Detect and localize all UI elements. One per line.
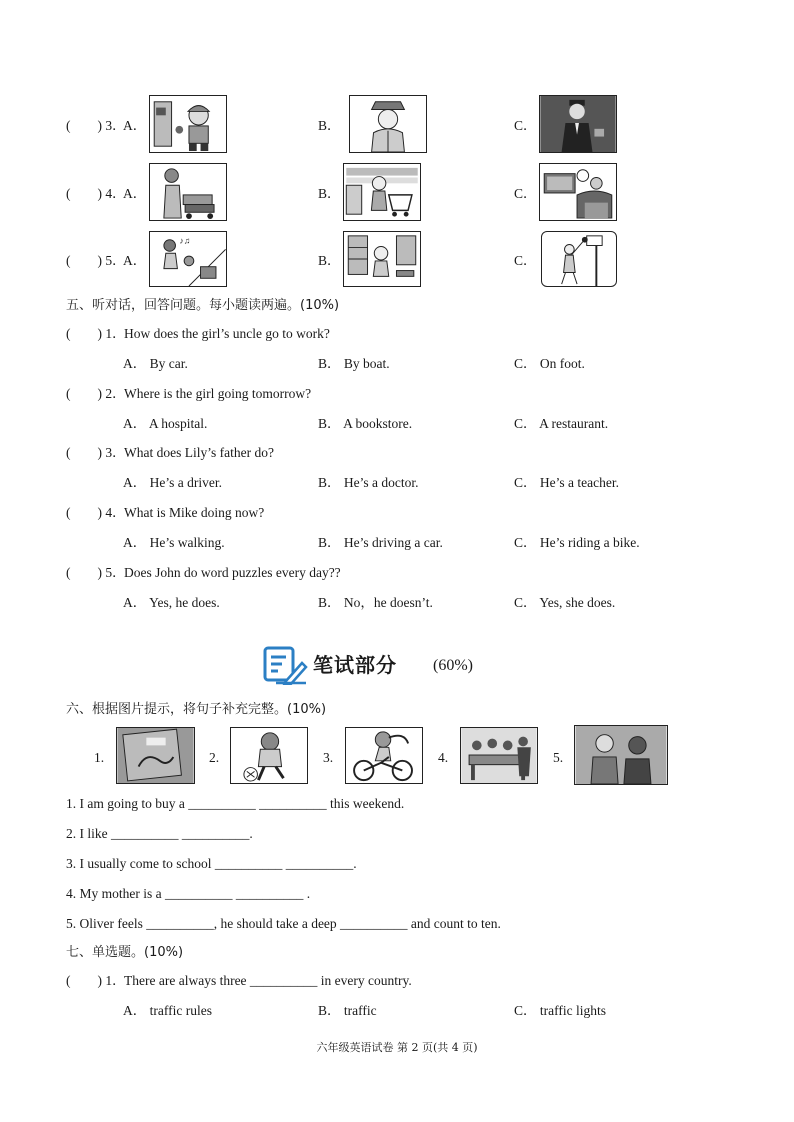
question-text: What is Mike doing now? xyxy=(124,505,265,520)
pencil-notepad-icon xyxy=(262,645,308,685)
option-a-label: A． xyxy=(123,253,147,268)
option-c-label: C． xyxy=(514,253,537,268)
option-a: A． traffic rules xyxy=(123,1003,212,1018)
option-b: B． A bookstore. xyxy=(318,416,413,431)
option-a: A． Yes, he does. xyxy=(123,595,220,610)
woman-with-luggage-picture[interactable] xyxy=(149,163,227,221)
option-c: C． A restaurant. xyxy=(514,416,609,431)
option-b: B． By boat. xyxy=(318,356,390,371)
question-number: ( ) 5． xyxy=(66,253,126,268)
comic-book-picture[interactable] xyxy=(116,727,195,784)
question-number: ( ) 2． xyxy=(66,386,126,401)
sentence-3[interactable]: 3. I usually come to school __________ __________. xyxy=(66,856,357,871)
football-player-picture[interactable] xyxy=(230,727,308,784)
shopping-supermarket-picture[interactable] xyxy=(343,163,421,221)
businessman-picture[interactable] xyxy=(539,95,617,153)
option-b: B． No，he doesn’t. xyxy=(318,595,433,610)
playing-basketball-picture[interactable] xyxy=(541,231,617,287)
option-b: B． He’s a doctor. xyxy=(318,475,419,490)
sentence-1[interactable]: 1. I am going to buy a __________ __________ this weekend. xyxy=(66,796,405,811)
option-c-label: C． xyxy=(514,118,537,133)
option-b-label: B． xyxy=(318,186,341,201)
sentence-2[interactable]: 2. I like __________ __________. xyxy=(66,826,253,841)
picture-label: 1. xyxy=(94,750,105,765)
option-b-label: B． xyxy=(318,253,341,268)
option-c: C． Yes, she does. xyxy=(514,595,616,610)
option-b-label: B． xyxy=(318,118,341,133)
question-text: How does the girl’s uncle go to work? xyxy=(124,326,330,341)
option-c: C． He’s a teacher. xyxy=(514,475,619,490)
picture-label: 5. xyxy=(553,750,564,765)
police-officer-picture[interactable] xyxy=(349,95,427,153)
option-a: A． He’s walking. xyxy=(123,535,225,550)
question-number: ( ) 4． xyxy=(66,186,126,201)
option-a: A． He’s a driver. xyxy=(123,475,222,490)
option-c-label: C． xyxy=(514,186,537,201)
svg-text:♪♫: ♪♫ xyxy=(179,235,191,246)
picture-label: 4. xyxy=(438,750,449,765)
girl-riding-bike-picture[interactable] xyxy=(345,727,423,784)
people-meeting-picture[interactable] xyxy=(460,727,538,784)
boy-in-library-picture[interactable] xyxy=(343,231,421,287)
two-men-talking-picture[interactable] xyxy=(574,725,668,785)
girl-singing-picture[interactable] xyxy=(149,231,227,287)
question-number: ( ) 3． xyxy=(66,445,126,460)
picture-label: 3. xyxy=(323,750,334,765)
question-text: Does John do word puzzles every day?? xyxy=(124,565,341,580)
written-part-title: 笔试部分 xyxy=(313,653,397,677)
question-text: There are always three __________ in every country. xyxy=(124,973,412,988)
question-number: ( ) 3． xyxy=(66,118,126,133)
sentence-4[interactable]: 4. My mother is a __________ __________ . xyxy=(66,886,311,901)
question-number: ( ) 1． xyxy=(66,326,126,341)
option-a-label: A． xyxy=(123,186,147,201)
builder-worker-picture[interactable] xyxy=(149,95,227,153)
question-number: ( ) 1． xyxy=(66,973,126,988)
picture-label: 2. xyxy=(209,750,220,765)
sentence-5[interactable]: 5. Oliver feels __________, he should take a deep __________ and count to ten. xyxy=(66,916,501,931)
option-a: A． By car. xyxy=(123,356,188,371)
option-c: C． On foot. xyxy=(514,356,585,371)
option-b: B． traffic xyxy=(318,1003,377,1018)
option-c: C． traffic lights xyxy=(514,1003,606,1018)
section-7-title: 七、单选题。(10%) xyxy=(66,945,184,960)
section-5-title: 五、听对话，回答问题。每小题读两遍。(10%) xyxy=(66,298,340,313)
question-text: What does Lily’s father do? xyxy=(124,445,274,460)
written-part-score: (60%) xyxy=(433,657,473,674)
option-c: C． He’s riding a bike. xyxy=(514,535,640,550)
watching-tv-on-sofa-picture[interactable] xyxy=(539,163,617,221)
option-b: B． He’s driving a car. xyxy=(318,535,443,550)
question-text: Where is the girl going tomorrow? xyxy=(124,386,312,401)
question-number: ( ) 4． xyxy=(66,505,126,520)
option-a-label: A． xyxy=(123,118,147,133)
question-number: ( ) 5． xyxy=(66,565,126,580)
option-a: A． A hospital. xyxy=(123,416,208,431)
page-footer: 六年级英语试卷 第 2 页(共 4 页) xyxy=(316,1041,478,1054)
section-6-title: 六、根据图片提示，将句子补充完整。(10%) xyxy=(66,702,327,717)
